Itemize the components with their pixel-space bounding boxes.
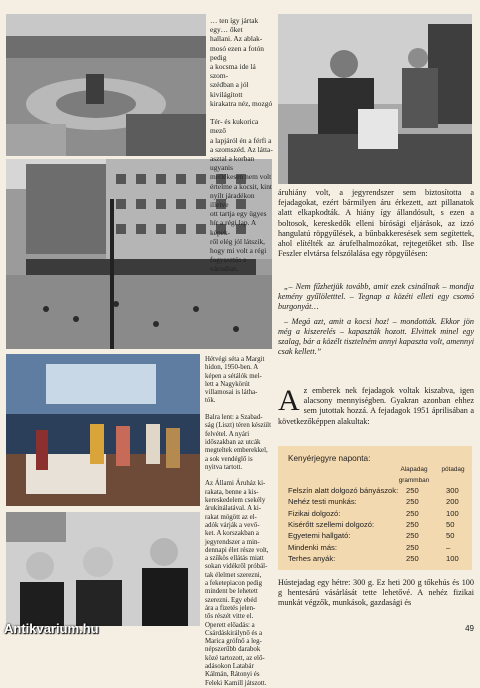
caption-lower-line: rakat mögött az el- [205, 513, 257, 521]
footer-paragraph: Hústejadag egy hétre: 300 g. Ez heti 200 g tőkehús és 100 g hentesárú vásárlását tette lehetővé. A nehéz fizikai munkát végzők, munkások, gazdasági és [278, 578, 474, 608]
caption-top-line: … ten így jártak egy… őket [210, 16, 259, 35]
caption-lower-line: népszerűbb darabok [205, 646, 261, 654]
ration-row-basic: 250 [406, 553, 419, 563]
caption-lower-line: időszakban az utcák [205, 438, 261, 446]
ration-row-basic: 250 [406, 542, 419, 552]
caption-lower-line: Hétvégi séta a Margit [205, 356, 265, 363]
ration-row [278, 554, 472, 565]
ration-row [278, 509, 472, 520]
caption-lower-line: lett a Nagykörút [205, 380, 250, 388]
caption-top-line: mellékesen nem volt [210, 172, 272, 182]
caption-top-line: hír a régi lap. A képek- [210, 218, 256, 237]
caption-lower-line [205, 406, 275, 414]
caption-lower-line: mindent be lehetett [205, 588, 258, 596]
caption-lower-line: Az Állami Áruház ki- [205, 480, 266, 488]
caption-top-line: a szomszéd. Az látta- [210, 144, 273, 154]
col-basic-header: Alapadag grammban [398, 466, 430, 484]
paragraph-2: z emberek nek fejadagok voltak kiszabva, igen alacsony mennyiségben. Gyakran azonban ehhez sem jutottak hozzá. A fejadagok 1951 áprilisában a következőképpen alakultak: [278, 386, 474, 426]
caption-top-line: szédban a jól kivilágított [210, 80, 249, 99]
ration-row-basic: 250 [406, 508, 419, 518]
ration-row-extra: 100 [446, 508, 459, 518]
caption-top-line: mosó ezen a fotón pedig [210, 43, 264, 62]
ration-row-extra: 200 [446, 497, 459, 507]
caption-lower-line: tak élelmet szerezni, [205, 571, 262, 579]
caption-top-line: a kocsma ide lá szom- [210, 62, 256, 81]
caption-lower-line: felvétel. A nyári [205, 430, 250, 438]
caption-lower-line: Balra lent: a Szabad- [205, 414, 263, 422]
caption-lower-line: Operett előadás: a [205, 621, 255, 629]
ration-row-extra: – [446, 542, 451, 552]
caption-lower-line: szerezni. Egy ebéd [205, 596, 257, 604]
caption-column-lower [205, 356, 275, 688]
caption-lower-line: Kálmán, Rátonyi és [205, 671, 260, 679]
caption-top-line: nyílt járadékon illetve [210, 190, 255, 210]
ration-row-basic: 250 [406, 497, 419, 507]
ration-row-extra: 50 [446, 531, 455, 541]
caption-lower-line: sokan vidékről próbál- [205, 563, 268, 571]
caption-top-line: hallani. Az ablak- [210, 34, 263, 44]
caption-top-line: értelme a kocsit, kint [210, 181, 272, 191]
ration-row-extra: 100 [446, 553, 459, 563]
ration-row-label: Kisérőtt szellemi dolgozó: [288, 519, 375, 529]
ration-row-extra: 50 [446, 519, 455, 529]
caption-lower-line: árukínálatával. A ki- [205, 505, 262, 513]
caption-top-line: hogy mi volt a régi [210, 246, 267, 256]
caption-lower-line: Csárdáskirálynő és a [205, 629, 263, 637]
quote-block [278, 282, 474, 357]
caption-lower-line: közé tartozott, az elő- [205, 654, 265, 662]
caption-lower-line: adásokon Latabár [205, 662, 254, 670]
drop-cap: A [278, 384, 300, 417]
ration-row-basic: 250 [406, 519, 419, 529]
caption-column-top [210, 16, 274, 274]
caption-lower-line: jegyrendszer a min- [205, 538, 260, 546]
ration-row [278, 543, 472, 554]
col-extra-header: pótadag [441, 466, 465, 473]
ration-row-label: Terhes anyák: [288, 553, 336, 563]
caption-lower-line: a feketepiacon pedig [205, 580, 263, 588]
caption-top-line: Tér- és kukorica mező [210, 117, 259, 136]
caption-lower-line: Marica grófnő a leg- [205, 638, 262, 646]
caption-lower-line: a szűkös ellátás miatt [205, 555, 264, 563]
caption-lower-line: hídon, 1950-ben. A [205, 364, 259, 372]
ration-row [278, 486, 472, 497]
caption-top-line: fogyasztás a városban. [210, 255, 247, 274]
ration-row-label: Mindenki más: [288, 542, 337, 552]
main-text-body [278, 188, 474, 259]
ration-row-label: Nehéz testi munkás: [288, 497, 357, 507]
caption-lower-line: kereskedelem csekély [205, 497, 266, 505]
caption-top-line: kirakatra néz, mozgó [210, 98, 273, 108]
ration-row-label: Felszín alatt dolgozó bányászok: [288, 486, 399, 495]
quote-2: – Megá azt, amit a kocsi hoz! – mondották. Ekkor jön még a kiszerelés – kapaszták hozott. Elvittek minel egy szalag, bár a közélt tisztelném annyi kapaszta volt, amennyi csak kellett.” [278, 316, 474, 357]
photo-three-actors [6, 512, 200, 626]
caption-top-line: a lapjáról én a férfi a [210, 135, 272, 145]
caption-top-line: ott tartja egy ügyes [210, 209, 267, 219]
paragraph-1: áruhiány volt, a jegyrendszer sem biztosította a fejadagokat, ezért bármilyen áru érkezett, azt pillanatok alatt elkapkodták. A hiány így állandósult, s ezen a boltosok, kereskedők elleni bírósági eljárások, az izzó hangulatú röpgyűlések, a bűnbakkeresések sem segítettek, ahol elítélték az árufelhalmozókat, rejtegetőket stb. Ilse Feszler elvtársa felszólalása egy röpgyűlésen: [278, 188, 474, 259]
caption-top-line [210, 108, 274, 117]
caption-top-line: ről elég jól látszik, [210, 236, 266, 246]
caption-lower-line: megteltek emberekkel, [205, 447, 268, 455]
quote-1: „– Nem fűzhetjük tovább, amit ezek csinálnak – mondja kemény gyűlöletttel. – Tegnap a közéti elleti egy csomó burgonyát… [278, 282, 474, 312]
caption-lower-line: rakata, benne a kis- [205, 488, 259, 496]
ration-row-basic: 250 [406, 486, 419, 495]
ration-row [278, 497, 472, 508]
ration-row-label: Egyetemi hallgató: [288, 531, 351, 541]
photo-operetta-color [6, 354, 200, 506]
watermark: Antikvarium.hu [4, 621, 99, 636]
ration-row-extra: 300 [446, 486, 459, 495]
caption-lower-line: ára a fizetés jelen- [205, 604, 256, 612]
caption-top-line: asztal a korban ugyanis [210, 154, 255, 173]
caption-lower-line: Feleki Kamill játszott. [205, 679, 267, 687]
caption-lower-line: képen a sétálók mel- [205, 372, 262, 380]
paragraph-2-block [278, 386, 474, 427]
ration-table-title: Kenyérjegyre naponta: [288, 454, 371, 463]
photo-women-working [278, 14, 472, 184]
caption-lower-line: tős részét vitte el. [205, 613, 254, 621]
caption-lower-line: villamosai is látha- [205, 389, 258, 397]
page-number: 49 [465, 624, 474, 633]
ration-row-basic: 250 [406, 531, 419, 541]
ration-row-label: Fizikai dolgozó: [288, 508, 341, 518]
ration-row [278, 531, 472, 542]
ration-table [278, 446, 472, 570]
photo-square-aerial [6, 14, 206, 156]
caption-lower-line: tók. [205, 397, 216, 405]
ration-row [278, 520, 472, 531]
caption-lower-line: dennapi élet része volt, [205, 546, 269, 554]
caption-lower-line: ság (Liszt) téren készült [205, 422, 272, 430]
caption-lower-line: a sok vendéglő is [205, 455, 253, 463]
caption-lower-line: nyitva tartott. [205, 463, 243, 471]
caption-lower-line: adók várják a vevő- [205, 521, 260, 529]
caption-lower-line: ket. A korszakban a [205, 530, 259, 538]
